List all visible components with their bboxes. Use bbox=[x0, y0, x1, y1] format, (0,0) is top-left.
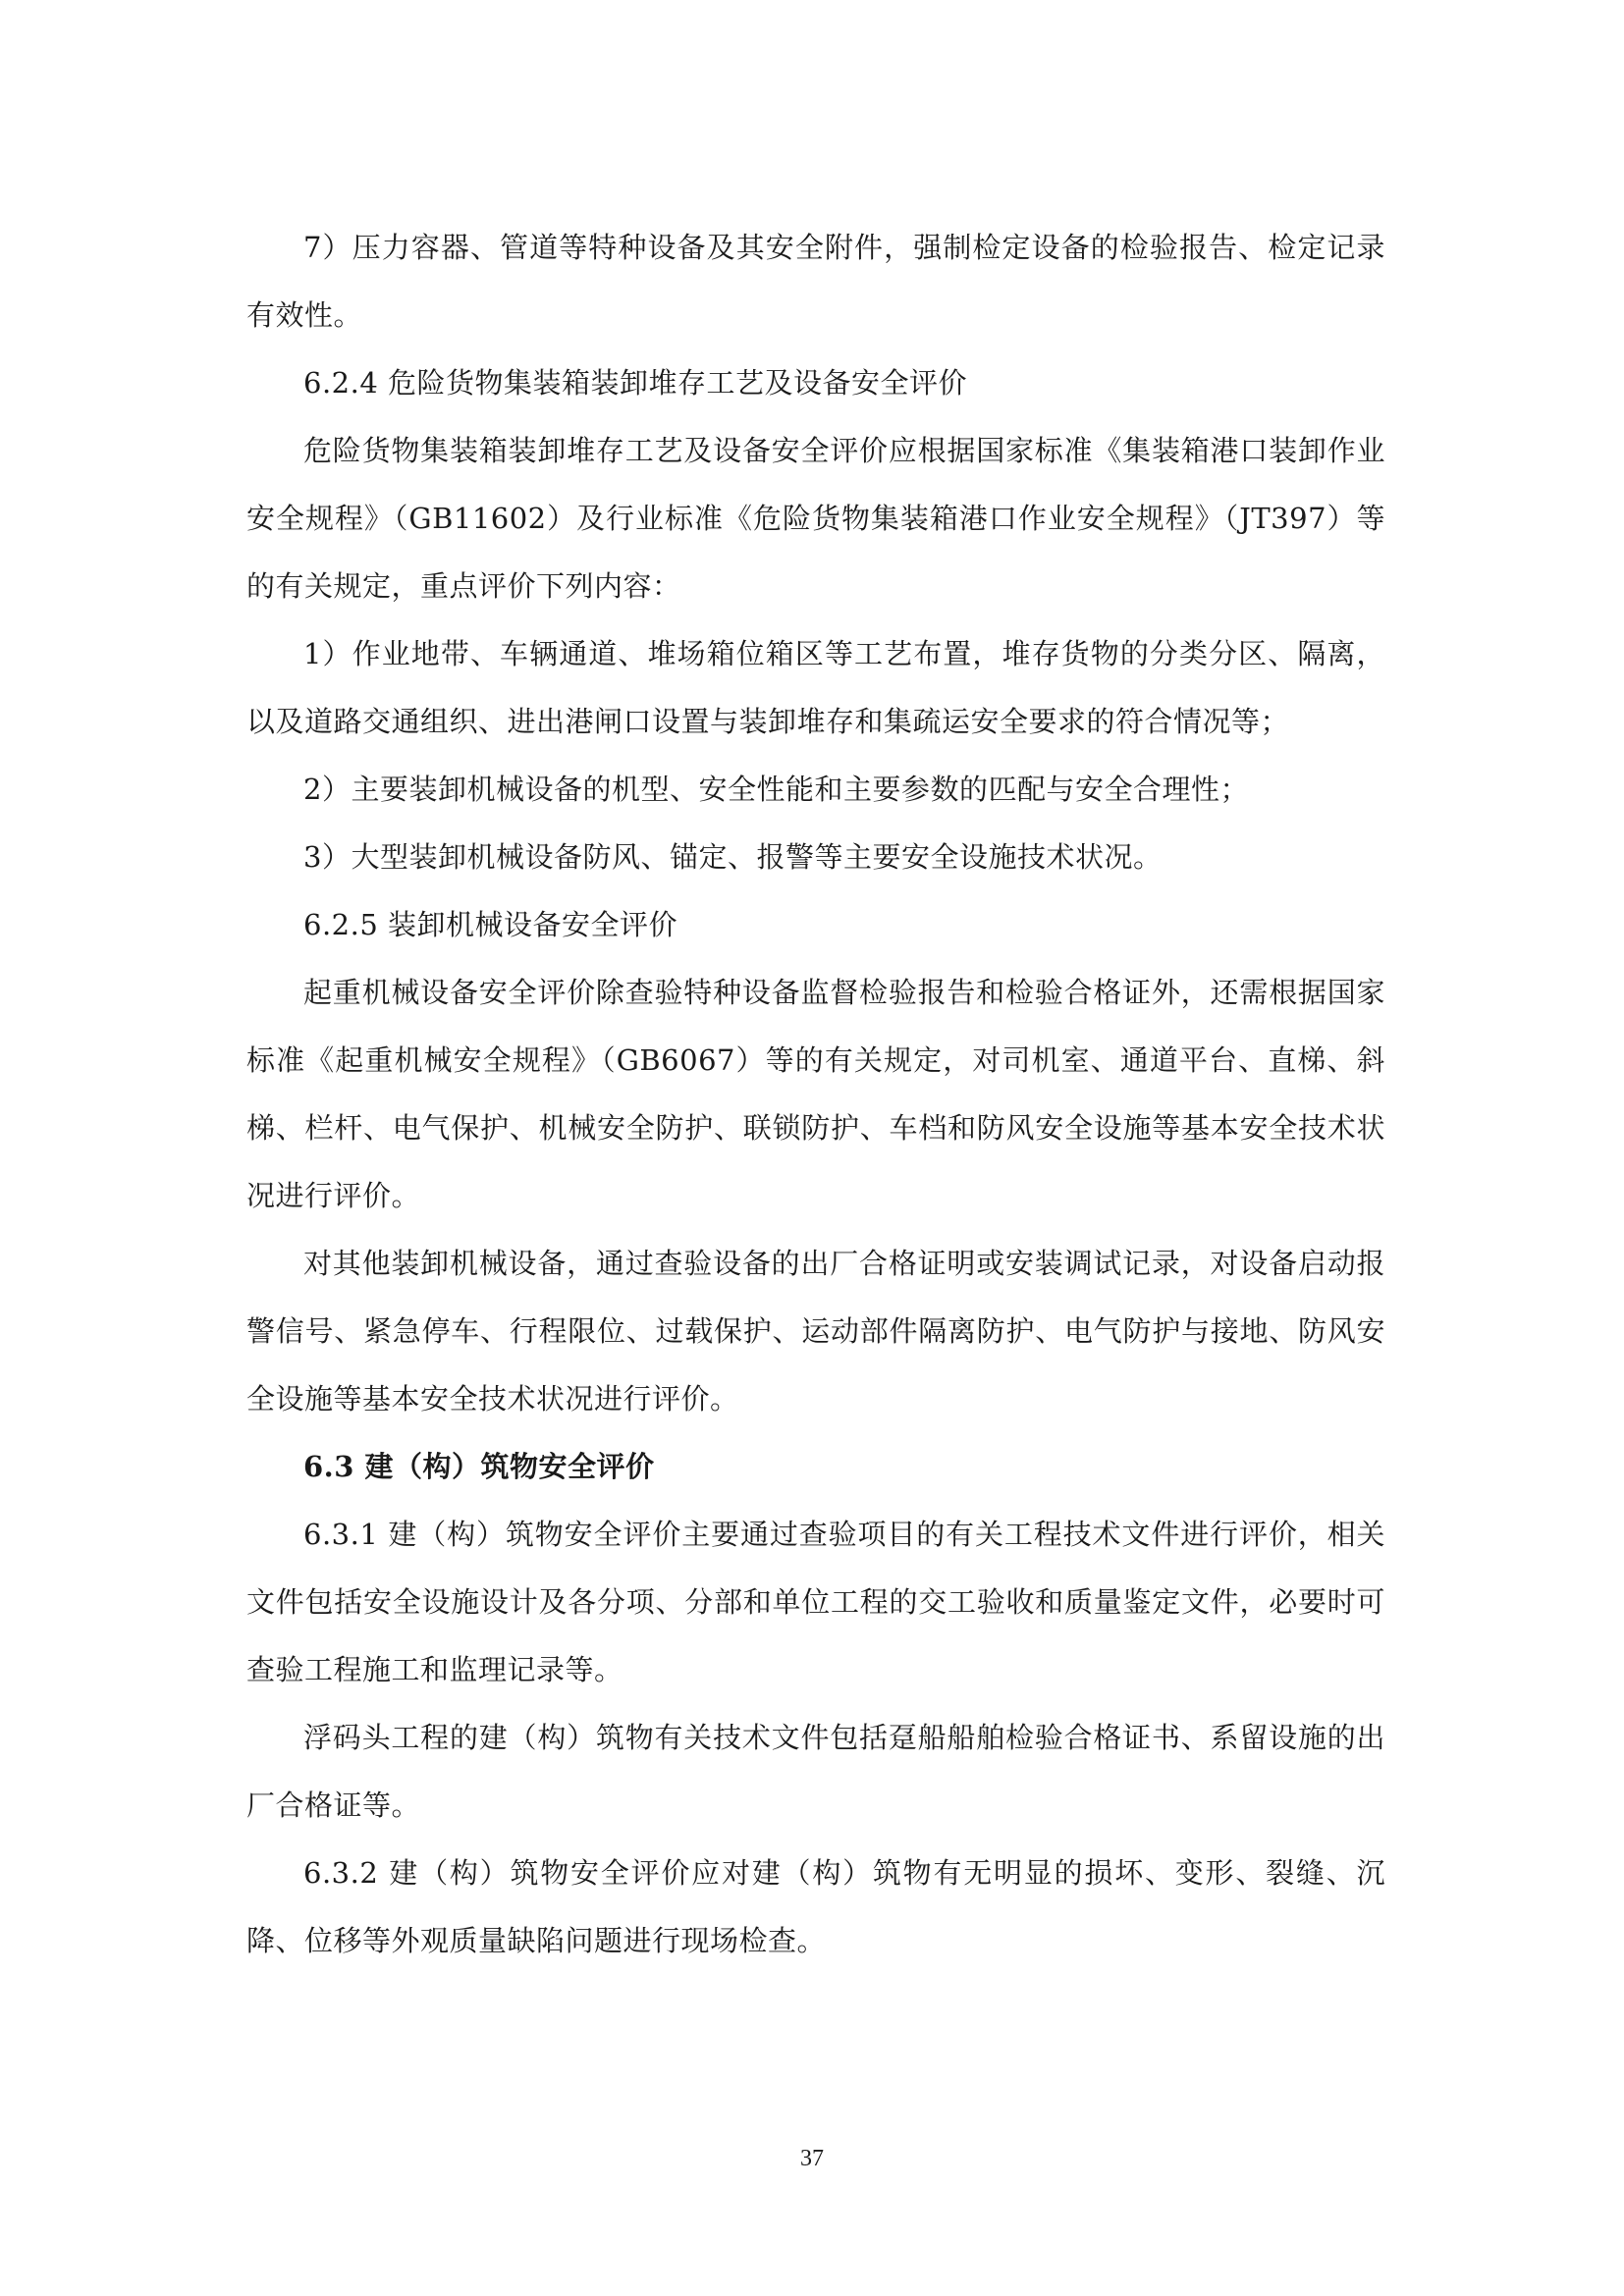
paragraph-6-3-2: 6.3.2 建（构）筑物安全评价应对建（构）筑物有无明显的损坏、变形、裂缝、沉降、位移等外观质量缺陷问题进行现场检查。 bbox=[246, 1856, 1385, 1957]
list-item-1: 1）作业地带、车辆通道、堆场箱位箱区等工艺布置，堆存货物的分类分区、隔离，以及道路交通组织、进出港闸口设置与装卸堆存和集疏运安全要求的符合情况等； bbox=[246, 637, 1385, 738]
page-number: 37 bbox=[800, 2146, 824, 2171]
paragraph-other-machinery: 对其他装卸机械设备，通过查验设备的出厂合格证明或安装调试记录，对设备启动报警信号、紧急停车、行程限位、过载保护、运动部件隔离防护、电气防护与接地、防风安全设施等基本安全技术状况进行评价。 bbox=[246, 1247, 1385, 1415]
paragraph-6-3-1: 6.3.1 建（构）筑物安全评价主要通过查验项目的有关工程技术文件进行评价，相关文件包括安全设施设计及各分项、分部和单位工程的交工验收和质量鉴定文件，必要时可查验工程施工和监理记录等。 bbox=[246, 1518, 1385, 1686]
list-item-3: 3）大型装卸机械设备防风、锚定、报警等主要安全设施技术状况。 bbox=[303, 840, 1163, 874]
list-item-2: 2）主要装卸机械设备的机型、安全性能和主要参数的匹配与安全合理性； bbox=[303, 773, 1249, 806]
page-body bbox=[246, 214, 1385, 1975]
paragraph-floating-wharf: 浮码头工程的建（构）筑物有关技术文件包括趸船船舶检验合格证书、系留设施的出厂合格证等。 bbox=[246, 1721, 1385, 1822]
section-heading-6-2-4: 6.2.4 危险货物集装箱装卸堆存工艺及设备安全评价 bbox=[303, 366, 968, 400]
paragraph-crane-evaluation: 起重机械设备安全评价除查验特种设备监督检验报告和检验合格证外，还需根据国家标准《起重机械安全规程》（GB6067）等的有关规定，对司机室、通道平台、直梯、斜梯、栏杆、电气保护、机械安全防护、联锁防护、车档和防风安全设施等基本安全技术状况进行评价。 bbox=[246, 976, 1385, 1212]
section-heading-6-3: 6.3 建（构）筑物安全评价 bbox=[303, 1450, 655, 1483]
section-heading-6-2-5: 6.2.5 装卸机械设备安全评价 bbox=[303, 908, 678, 941]
paragraph-pressure-vessels: 7）压力容器、管道等特种设备及其安全附件，强制检定设备的检验报告、检定记录有效性。 bbox=[246, 231, 1385, 332]
paragraph-container-evaluation: 危险货物集装箱装卸堆存工艺及设备安全评价应根据国家标准《集装箱港口装卸作业安全规程》（GB11602）及行业标准《危险货物集装箱港口作业安全规程》（JT397）等的有关规定，重点评价下列内容： bbox=[246, 434, 1385, 603]
